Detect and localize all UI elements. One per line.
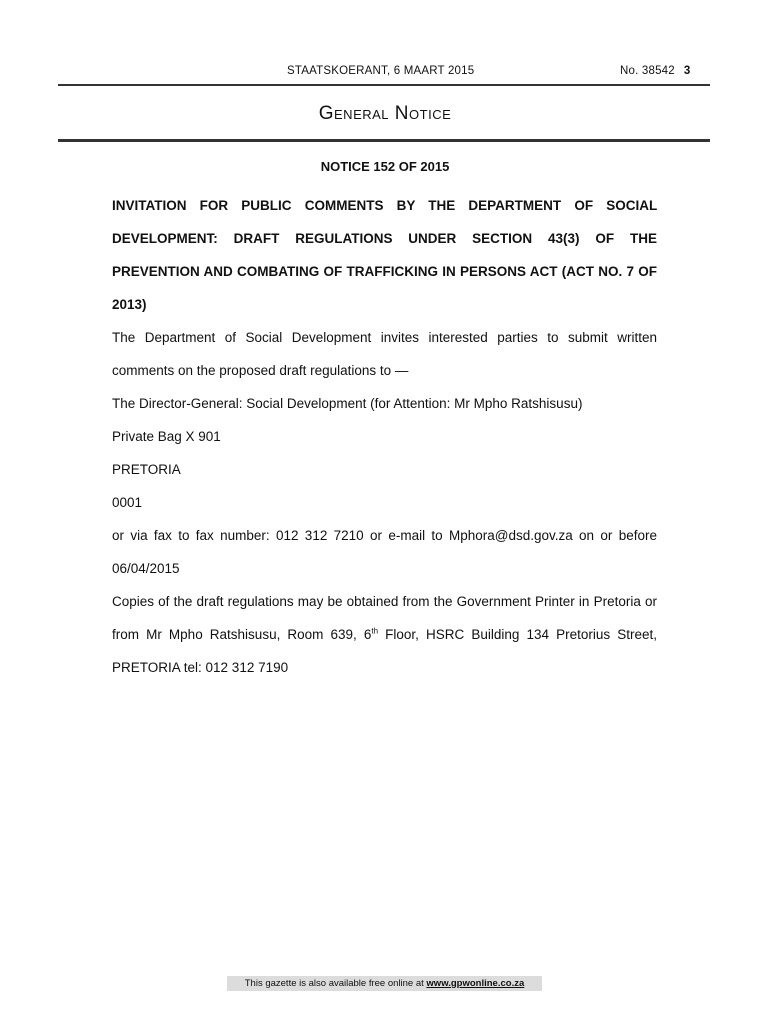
title-line: NO. 7 OF 2013)	[112, 264, 657, 312]
heading-rule	[58, 139, 710, 142]
gazette-number-text: No. 38542	[620, 65, 675, 77]
copies-text-cont: Floor, HSRC Building 134 Pretorius Street, PRETORIA tel: 012 312 7190	[112, 627, 657, 675]
title-line: DEVELOPMENT: DRAFT REGULATIONS UNDER SECTION 43(3) OF THE	[112, 231, 657, 246]
footer-text: This gazette is also available free online at	[244, 978, 427, 989]
copies-paragraph	[112, 585, 657, 684]
notice-title	[112, 189, 657, 321]
address-line: PRETORIA	[112, 462, 181, 477]
footer-link[interactable]: www.gpwonline.co.za	[426, 978, 525, 989]
copies-text: Copies of the draft regulations may be obtained from the Government Printer in Pretoria or from Mr Mpho Ratshisusu, Room 639, 6	[112, 594, 657, 642]
title-line: PREVENTION AND COMBATING OF TRAFFICKING IN PERSONS ACT (ACT	[112, 264, 594, 279]
gazette-date: STAATSKOERANT, 6 MAART 2015	[287, 65, 475, 77]
notice-number: NOTICE 152 OF 2015	[320, 159, 450, 174]
section-heading: General Notice	[318, 103, 452, 124]
address-line: Private Bag X 901	[112, 429, 221, 444]
footer-banner	[227, 976, 542, 991]
address-line: 0001	[112, 495, 143, 510]
header-rule	[58, 84, 710, 86]
title-line: INVITATION FOR PUBLIC COMMENTS BY THE DEPARTMENT OF SOCIAL	[112, 198, 657, 213]
address-line: The Director-General: Social Development (for Attention: Mr Mpho Ratshisusu)	[112, 396, 583, 411]
fax-email-paragraph: or via fax to fax number: 012 312 7210 or e-mail to Mphora@dsd.gov.za on or before 06/04/2015	[112, 528, 657, 576]
page-number: 3	[683, 65, 691, 77]
gazette-number	[620, 65, 690, 77]
ordinal-suffix: th	[371, 626, 379, 636]
notice-body	[112, 189, 657, 684]
intro-paragraph: The Department of Social Development invites interested parties to submit written comments on the proposed draft regulations to —	[112, 330, 657, 378]
